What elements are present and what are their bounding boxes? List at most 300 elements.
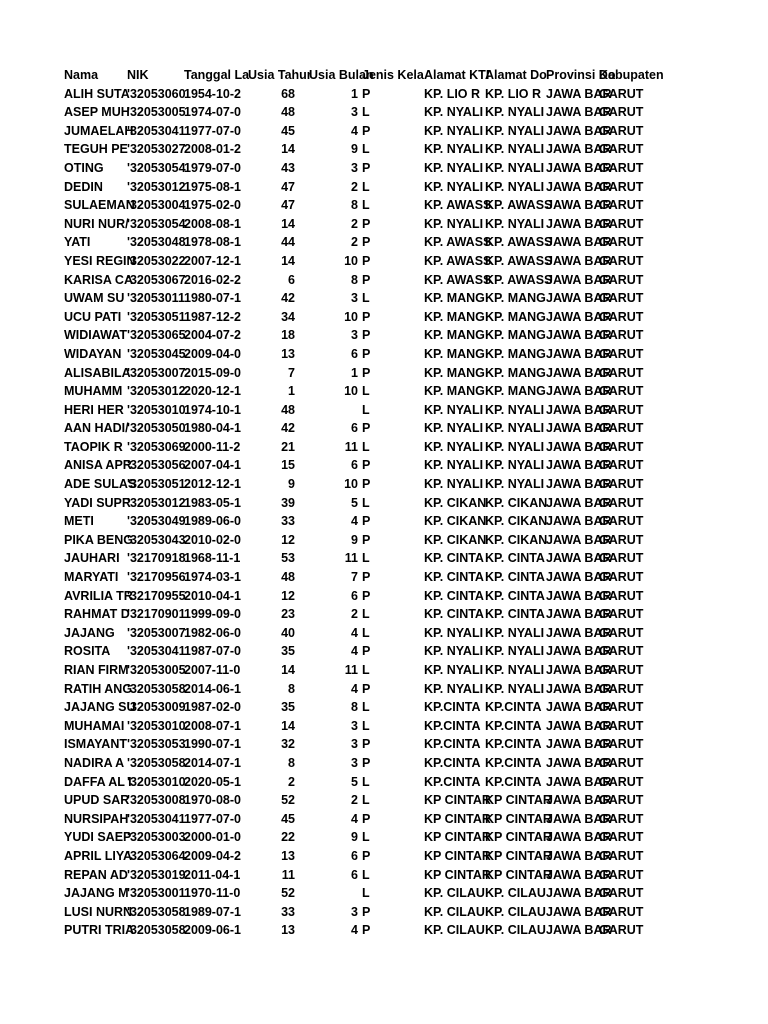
cell-jenis-kelamin[interactable]: L — [362, 625, 370, 640]
cell-alamat-ktp[interactable]: KP. NYALI — [424, 216, 484, 231]
cell-alamat-domisili[interactable]: KP CINTAR — [485, 848, 552, 863]
cell-kabupaten[interactable]: GARUT — [599, 384, 644, 399]
cell-nik[interactable]: '32053064 — [127, 848, 186, 863]
cell-tanggal-lahir[interactable]: 2020-05-1 — [184, 774, 241, 789]
cell-tanggal-lahir[interactable]: 2008-08-1 — [184, 216, 241, 231]
cell-jenis-kelamin[interactable]: P — [362, 514, 371, 529]
cell-nik[interactable]: '32170918 — [127, 551, 186, 566]
cell-provinsi[interactable]: JAWA BAR — [546, 160, 612, 175]
cell-provinsi[interactable]: JAWA BAR — [546, 439, 612, 454]
cell-kabupaten[interactable]: GARUT — [599, 402, 644, 417]
cell-kabupaten[interactable]: GARUT — [599, 309, 644, 324]
cell-jenis-kelamin[interactable]: L — [362, 179, 370, 194]
cell-kabupaten[interactable]: GARUT — [599, 439, 644, 454]
cell-alamat-domisili[interactable]: KP. LIO R — [485, 86, 542, 101]
cell-usia-tahun[interactable]: 7 — [288, 365, 295, 380]
cell-nama[interactable]: RATIH ANG — [64, 681, 133, 696]
cell-tanggal-lahir[interactable]: 2012-12-1 — [184, 477, 241, 492]
cell-nik[interactable]: '32170956 — [127, 570, 186, 585]
cell-provinsi[interactable]: JAWA BAR — [546, 588, 612, 603]
cell-kabupaten[interactable]: GARUT — [599, 867, 644, 882]
cell-provinsi[interactable]: JAWA BAR — [546, 142, 612, 157]
cell-usia-tahun[interactable]: 48 — [281, 105, 295, 120]
cell-tanggal-lahir[interactable]: 1989-06-0 — [184, 514, 241, 529]
cell-provinsi[interactable]: JAWA BAR — [546, 923, 612, 938]
cell-usia-tahun[interactable]: 14 — [281, 142, 295, 157]
cell-usia-tahun[interactable]: 34 — [281, 309, 295, 324]
cell-usia-bulan[interactable]: 3 — [351, 737, 358, 752]
cell-usia-tahun[interactable]: 42 — [281, 421, 295, 436]
cell-kabupaten[interactable]: GARUT — [599, 793, 644, 808]
header-jenis-kelamin[interactable]: Jenis Kela — [362, 68, 424, 82]
cell-jenis-kelamin[interactable]: P — [362, 811, 371, 826]
cell-usia-bulan[interactable]: 2 — [351, 216, 358, 231]
header-nama[interactable]: Nama — [64, 68, 99, 82]
cell-tanggal-lahir[interactable]: 1989-07-1 — [184, 904, 241, 919]
cell-jenis-kelamin[interactable]: L — [362, 142, 370, 157]
cell-usia-tahun[interactable]: 13 — [281, 346, 295, 361]
cell-alamat-domisili[interactable]: KP. CINTA — [485, 551, 545, 566]
cell-usia-bulan[interactable]: 7 — [351, 570, 358, 585]
cell-nik[interactable]: '32053051 — [127, 477, 186, 492]
cell-alamat-domisili[interactable]: KP. CINTA — [485, 607, 545, 622]
cell-jenis-kelamin[interactable]: L — [362, 718, 370, 733]
cell-kabupaten[interactable]: GARUT — [599, 198, 644, 213]
cell-nik[interactable]: '32053054 — [127, 160, 186, 175]
cell-nama[interactable]: REPAN AD — [64, 867, 128, 882]
cell-provinsi[interactable]: JAWA BAR — [546, 123, 612, 138]
cell-usia-tahun[interactable]: 18 — [281, 328, 295, 343]
cell-usia-tahun[interactable]: 35 — [281, 700, 295, 715]
cell-kabupaten[interactable]: GARUT — [599, 86, 644, 101]
cell-nik[interactable]: '32053010 — [127, 718, 186, 733]
cell-usia-tahun[interactable]: 33 — [281, 514, 295, 529]
cell-nama[interactable]: DEDIN — [64, 179, 103, 194]
cell-alamat-domisili[interactable]: KP. CILAU — [485, 904, 546, 919]
cell-tanggal-lahir[interactable]: 2009-04-2 — [184, 848, 241, 863]
cell-nik[interactable]: '32053012 — [127, 384, 186, 399]
cell-kabupaten[interactable]: GARUT — [599, 495, 644, 510]
cell-tanggal-lahir[interactable]: 1970-11-0 — [184, 886, 241, 901]
cell-nik[interactable]: '32053001 — [127, 886, 186, 901]
cell-kabupaten[interactable]: GARUT — [599, 551, 644, 566]
cell-provinsi[interactable]: JAWA BAR — [546, 551, 612, 566]
cell-usia-tahun[interactable]: 15 — [281, 458, 295, 473]
cell-kabupaten[interactable]: GARUT — [599, 105, 644, 120]
cell-nama[interactable]: WIDAYAN — [64, 346, 122, 361]
cell-nik[interactable]: '32053054 — [127, 216, 186, 231]
cell-jenis-kelamin[interactable]: L — [362, 700, 370, 715]
header-tanggal-lahir[interactable]: Tanggal La — [184, 68, 250, 82]
cell-nama[interactable]: OTING — [64, 160, 104, 175]
cell-provinsi[interactable]: JAWA BAR — [546, 365, 612, 380]
cell-usia-bulan[interactable]: 11 — [344, 439, 358, 454]
cell-usia-tahun[interactable]: 35 — [281, 644, 295, 659]
cell-nama[interactable]: PUTRI TRIA — [64, 923, 135, 938]
cell-usia-bulan[interactable]: 4 — [351, 625, 358, 640]
cell-usia-bulan[interactable]: 6 — [351, 867, 358, 882]
cell-kabupaten[interactable]: GARUT — [599, 123, 644, 138]
cell-kabupaten[interactable]: GARUT — [599, 718, 644, 733]
cell-kabupaten[interactable]: GARUT — [599, 253, 644, 268]
cell-alamat-domisili[interactable]: KP.CINTA — [485, 755, 542, 770]
cell-tanggal-lahir[interactable]: 2008-07-1 — [184, 718, 241, 733]
cell-nama[interactable]: METI — [64, 514, 94, 529]
cell-alamat-domisili[interactable]: KP. MANG — [485, 291, 546, 306]
cell-kabupaten[interactable]: GARUT — [599, 532, 644, 547]
cell-kabupaten[interactable]: GARUT — [599, 681, 644, 696]
cell-nama[interactable]: ROSITA — [64, 644, 111, 659]
cell-usia-tahun[interactable]: 44 — [281, 235, 295, 250]
cell-usia-bulan[interactable]: 8 — [351, 700, 358, 715]
cell-kabupaten[interactable]: GARUT — [599, 588, 644, 603]
cell-provinsi[interactable]: JAWA BAR — [546, 737, 612, 752]
cell-jenis-kelamin[interactable]: P — [362, 644, 371, 659]
cell-nik[interactable]: '32053069 — [127, 439, 186, 454]
cell-nama[interactable]: YUDI SAEP — [64, 830, 132, 845]
cell-usia-bulan[interactable]: 3 — [351, 904, 358, 919]
cell-nik[interactable]: '32053050 — [127, 421, 186, 436]
cell-usia-bulan[interactable]: 4 — [351, 923, 358, 938]
cell-alamat-domisili[interactable]: KP. MANG — [485, 328, 546, 343]
cell-tanggal-lahir[interactable]: 1978-08-1 — [184, 235, 241, 250]
cell-nama[interactable]: YATI — [64, 235, 91, 250]
cell-nama[interactable]: ANISA APR — [64, 458, 132, 473]
cell-usia-bulan[interactable]: 4 — [351, 514, 358, 529]
cell-alamat-ktp[interactable]: KP. MANG — [424, 384, 485, 399]
cell-jenis-kelamin[interactable]: P — [362, 421, 371, 436]
cell-alamat-ktp[interactable]: KP. LIO R — [424, 86, 481, 101]
cell-usia-tahun[interactable]: 12 — [281, 588, 295, 603]
cell-nik[interactable]: '32053058 — [127, 904, 186, 919]
cell-usia-bulan[interactable]: 6 — [351, 848, 358, 863]
cell-nama[interactable]: UCU PATI — [64, 309, 122, 324]
cell-alamat-ktp[interactable]: KP.CINTA — [424, 718, 481, 733]
cell-tanggal-lahir[interactable]: 2004-07-2 — [184, 328, 241, 343]
cell-kabupaten[interactable]: GARUT — [599, 923, 644, 938]
cell-usia-bulan[interactable]: 2 — [351, 235, 358, 250]
cell-provinsi[interactable]: JAWA BAR — [546, 179, 612, 194]
cell-jenis-kelamin[interactable]: L — [362, 551, 370, 566]
cell-provinsi[interactable]: JAWA BAR — [546, 904, 612, 919]
cell-alamat-ktp[interactable]: KP. CIKAN — [424, 532, 487, 547]
cell-alamat-ktp[interactable]: KP. CINTA — [424, 588, 484, 603]
cell-nama[interactable]: ALISABILA — [64, 365, 131, 380]
cell-nama[interactable]: UPUD SAR — [64, 793, 130, 808]
cell-alamat-ktp[interactable]: KP. NYALI — [424, 625, 484, 640]
cell-provinsi[interactable]: JAWA BAR — [546, 514, 612, 529]
cell-usia-bulan[interactable]: 2 — [351, 793, 358, 808]
cell-nik[interactable]: '32053022 — [127, 253, 186, 268]
cell-alamat-ktp[interactable]: KP. CIKAN — [424, 514, 487, 529]
header-alamat-domisili[interactable]: Alamat Do — [485, 68, 547, 82]
cell-usia-tahun[interactable]: 42 — [281, 291, 295, 306]
cell-provinsi[interactable]: JAWA BAR — [546, 309, 612, 324]
cell-provinsi[interactable]: JAWA BAR — [546, 625, 612, 640]
cell-alamat-ktp[interactable]: KP. NYALI — [424, 142, 484, 157]
cell-jenis-kelamin[interactable]: L — [362, 402, 370, 417]
cell-alamat-domisili[interactable]: KP.CINTA — [485, 774, 542, 789]
cell-alamat-ktp[interactable]: KP. AWASS — [424, 253, 492, 268]
cell-alamat-domisili[interactable]: KP. NYALI — [485, 681, 545, 696]
cell-alamat-domisili[interactable]: KP. NYALI — [485, 160, 545, 175]
cell-jenis-kelamin[interactable]: P — [362, 365, 371, 380]
cell-usia-bulan[interactable]: 2 — [351, 179, 358, 194]
cell-jenis-kelamin[interactable]: P — [362, 477, 371, 492]
cell-usia-tahun[interactable]: 11 — [281, 867, 295, 882]
cell-kabupaten[interactable]: GARUT — [599, 625, 644, 640]
cell-alamat-ktp[interactable]: KP. CINTA — [424, 607, 484, 622]
cell-nik[interactable]: '32053011 — [127, 291, 185, 306]
cell-alamat-ktp[interactable]: KP. AWASS — [424, 198, 492, 213]
cell-alamat-domisili[interactable]: KP. CILAU — [485, 923, 546, 938]
cell-usia-tahun[interactable]: 68 — [281, 86, 295, 101]
cell-tanggal-lahir[interactable]: 2020-12-1 — [184, 384, 241, 399]
cell-kabupaten[interactable]: GARUT — [599, 216, 644, 231]
cell-usia-bulan[interactable]: 4 — [351, 123, 358, 138]
cell-provinsi[interactable]: JAWA BAR — [546, 253, 612, 268]
cell-tanggal-lahir[interactable]: 1968-11-1 — [184, 551, 241, 566]
cell-provinsi[interactable]: JAWA BAR — [546, 663, 612, 677]
cell-tanggal-lahir[interactable]: 2015-09-0 — [184, 365, 241, 380]
cell-usia-tahun[interactable]: 21 — [281, 439, 295, 454]
cell-alamat-domisili[interactable]: KP. NYALI — [485, 439, 545, 454]
cell-alamat-domisili[interactable]: KP. NYALI — [485, 216, 545, 231]
cell-alamat-ktp[interactable]: KP. NYALI — [424, 458, 484, 473]
cell-nama[interactable]: TEGUH PE — [64, 142, 128, 157]
cell-usia-bulan[interactable]: 4 — [351, 644, 358, 659]
cell-tanggal-lahir[interactable]: 2007-04-1 — [184, 458, 241, 473]
cell-usia-tahun[interactable]: 12 — [281, 532, 295, 547]
cell-jenis-kelamin[interactable]: L — [362, 774, 370, 789]
cell-usia-bulan[interactable]: 4 — [351, 811, 358, 826]
cell-nama[interactable]: RIAN FIRM — [64, 663, 129, 677]
cell-usia-bulan[interactable]: 9 — [351, 532, 358, 547]
cell-nik[interactable]: '32053008 — [127, 793, 186, 808]
cell-provinsi[interactable]: JAWA BAR — [546, 774, 612, 789]
cell-usia-tahun[interactable]: 6 — [288, 272, 295, 287]
cell-alamat-ktp[interactable]: KP. NYALI — [424, 644, 484, 659]
cell-alamat-ktp[interactable]: KP. CINTA — [424, 570, 484, 585]
cell-alamat-ktp[interactable]: KP. MANG — [424, 291, 485, 306]
cell-nik[interactable]: '32170901 — [127, 607, 186, 622]
cell-kabupaten[interactable]: GARUT — [599, 142, 644, 157]
cell-nama[interactable]: NURSIPAH — [64, 811, 129, 826]
cell-provinsi[interactable]: JAWA BAR — [546, 458, 612, 473]
cell-kabupaten[interactable]: GARUT — [599, 663, 644, 677]
cell-usia-tahun[interactable]: 52 — [281, 886, 295, 901]
cell-usia-tahun[interactable]: 43 — [281, 160, 295, 175]
cell-usia-bulan[interactable]: 10 — [344, 309, 358, 324]
cell-usia-bulan[interactable]: 3 — [351, 755, 358, 770]
cell-jenis-kelamin[interactable]: P — [362, 904, 371, 919]
cell-nama[interactable]: JAJANG — [64, 625, 115, 640]
cell-alamat-domisili[interactable]: KP. NYALI — [485, 477, 545, 492]
cell-usia-bulan[interactable]: 6 — [351, 346, 358, 361]
cell-alamat-ktp[interactable]: KP.CINTA — [424, 755, 481, 770]
cell-kabupaten[interactable]: GARUT — [599, 737, 644, 752]
cell-tanggal-lahir[interactable]: 1999-09-0 — [184, 607, 241, 622]
cell-usia-bulan[interactable]: 10 — [344, 477, 358, 492]
cell-nik[interactable]: '32053019 — [127, 867, 186, 882]
cell-alamat-ktp[interactable]: KP. MANG — [424, 365, 485, 380]
cell-usia-bulan[interactable]: 3 — [351, 718, 358, 733]
cell-usia-tahun[interactable]: 48 — [281, 570, 295, 585]
cell-usia-tahun[interactable]: 14 — [281, 663, 295, 677]
cell-tanggal-lahir[interactable]: 2009-04-0 — [184, 346, 241, 361]
cell-usia-tahun[interactable]: 45 — [281, 811, 295, 826]
cell-alamat-ktp[interactable]: KP. CIKAN — [424, 495, 487, 510]
cell-nama[interactable]: SULAEMAN — [64, 198, 135, 213]
cell-tanggal-lahir[interactable]: 2000-11-2 — [184, 439, 241, 454]
cell-tanggal-lahir[interactable]: 1977-07-0 — [184, 123, 241, 138]
cell-tanggal-lahir[interactable]: 2007-12-1 — [184, 253, 241, 268]
cell-jenis-kelamin[interactable]: P — [362, 216, 371, 231]
cell-usia-tahun[interactable]: 14 — [281, 216, 295, 231]
cell-nik[interactable]: '32053049 — [127, 514, 186, 529]
cell-alamat-domisili[interactable]: KP. NYALI — [485, 123, 545, 138]
cell-usia-tahun[interactable]: 23 — [281, 607, 295, 622]
cell-alamat-ktp[interactable]: KP. NYALI — [424, 123, 484, 138]
cell-provinsi[interactable]: JAWA BAR — [546, 811, 612, 826]
cell-alamat-domisili[interactable]: KP. MANG — [485, 365, 546, 380]
cell-alamat-domisili[interactable]: KP. NYALI — [485, 105, 545, 120]
cell-usia-bulan[interactable]: 8 — [351, 198, 358, 213]
cell-alamat-ktp[interactable]: KP. NYALI — [424, 477, 484, 492]
cell-alamat-ktp[interactable]: KP. AWASS — [424, 235, 492, 250]
cell-jenis-kelamin[interactable]: L — [362, 439, 370, 454]
cell-nama[interactable]: HERI HER — [64, 402, 124, 417]
cell-alamat-ktp[interactable]: KP. CILAU — [424, 886, 485, 901]
cell-nama[interactable]: ADE SULAS — [64, 477, 137, 492]
cell-alamat-domisili[interactable]: KP. CINTA — [485, 570, 545, 585]
cell-tanggal-lahir[interactable]: 1987-07-0 — [184, 644, 241, 659]
header-provinsi[interactable]: Provinsi Do — [546, 68, 616, 82]
cell-provinsi[interactable]: JAWA BAR — [546, 532, 612, 547]
cell-usia-bulan[interactable] — [309, 884, 361, 903]
cell-alamat-ktp[interactable]: KP. NYALI — [424, 681, 484, 696]
cell-provinsi[interactable]: JAWA BAR — [546, 216, 612, 231]
cell-kabupaten[interactable]: GARUT — [599, 774, 644, 789]
cell-tanggal-lahir[interactable]: 2007-11-0 — [184, 663, 241, 677]
cell-alamat-ktp[interactable]: KP. CILAU — [424, 904, 485, 919]
cell-tanggal-lahir[interactable]: 1987-12-2 — [184, 309, 241, 324]
cell-provinsi[interactable]: JAWA BAR — [546, 793, 612, 808]
cell-alamat-domisili[interactable]: KP. NYALI — [485, 458, 545, 473]
cell-kabupaten[interactable]: GARUT — [599, 421, 644, 436]
cell-tanggal-lahir[interactable]: 1970-08-0 — [184, 793, 241, 808]
cell-alamat-domisili[interactable]: KP.CINTA — [485, 718, 542, 733]
cell-tanggal-lahir[interactable]: 2010-04-1 — [184, 588, 241, 603]
cell-nama[interactable]: NADIRA A — [64, 755, 125, 770]
cell-jenis-kelamin[interactable]: P — [362, 253, 371, 268]
cell-tanggal-lahir[interactable]: 1983-05-1 — [184, 495, 241, 510]
cell-provinsi[interactable]: JAWA BAR — [546, 105, 612, 120]
cell-nik[interactable]: '32053010 — [127, 774, 186, 789]
cell-alamat-domisili[interactable]: KP CINTAR — [485, 793, 552, 808]
cell-alamat-domisili[interactable]: KP. MANG — [485, 346, 546, 361]
cell-usia-tahun[interactable]: 14 — [281, 718, 295, 733]
cell-alamat-domisili[interactable]: KP CINTAR — [485, 830, 552, 845]
cell-provinsi[interactable]: JAWA BAR — [546, 886, 612, 901]
cell-usia-bulan[interactable]: 3 — [351, 291, 358, 306]
cell-nik[interactable]: '32053004 — [127, 198, 186, 213]
cell-tanggal-lahir[interactable]: 2014-06-1 — [184, 681, 241, 696]
cell-alamat-domisili[interactable]: KP. NYALI — [485, 179, 545, 194]
cell-usia-bulan[interactable]: 6 — [351, 588, 358, 603]
cell-provinsi[interactable]: JAWA BAR — [546, 718, 612, 733]
cell-kabupaten[interactable]: GARUT — [599, 644, 644, 659]
cell-usia-tahun[interactable]: 53 — [281, 551, 295, 566]
cell-jenis-kelamin[interactable]: P — [362, 309, 371, 324]
cell-nama[interactable]: JAUHARI — [64, 551, 120, 566]
cell-nama[interactable]: WIDIAWAT — [64, 328, 127, 343]
cell-alamat-ktp[interactable]: KP. NYALI — [424, 160, 484, 175]
cell-jenis-kelamin[interactable]: L — [362, 291, 370, 306]
cell-jenis-kelamin[interactable]: P — [362, 681, 371, 696]
cell-kabupaten[interactable]: GARUT — [599, 235, 644, 250]
cell-alamat-ktp[interactable]: KP. MANG — [424, 328, 485, 343]
cell-provinsi[interactable]: JAWA BAR — [546, 402, 612, 417]
cell-provinsi[interactable]: JAWA BAR — [546, 570, 612, 585]
cell-usia-tahun[interactable]: 33 — [281, 904, 295, 919]
cell-nama[interactable]: DAFFA AL I — [64, 774, 132, 789]
cell-usia-bulan[interactable]: 9 — [351, 830, 358, 845]
cell-alamat-ktp[interactable]: KP CINTAR — [424, 793, 491, 808]
cell-alamat-ktp[interactable]: KP CINTAR — [424, 811, 491, 826]
cell-usia-tahun[interactable]: 48 — [281, 402, 295, 417]
cell-alamat-ktp[interactable]: KP.CINTA — [424, 774, 481, 789]
cell-nama[interactable]: NURI NUR/ — [64, 216, 129, 231]
cell-jenis-kelamin[interactable]: L — [362, 867, 370, 882]
cell-alamat-domisili[interactable]: KP CINTAR — [485, 867, 552, 882]
cell-jenis-kelamin[interactable]: P — [362, 923, 371, 938]
cell-nama[interactable]: MUHAMM — [64, 384, 123, 399]
cell-nama[interactable]: YESI REGIN — [64, 253, 136, 268]
cell-nik[interactable]: '32053056 — [127, 458, 186, 473]
cell-nik[interactable]: '32053010 — [127, 402, 186, 417]
cell-usia-bulan[interactable]: 5 — [351, 495, 358, 510]
cell-usia-bulan[interactable]: 8 — [351, 272, 358, 287]
cell-kabupaten[interactable]: GARUT — [599, 160, 644, 175]
cell-nik[interactable]: '32053048 — [127, 235, 186, 250]
cell-alamat-domisili[interactable]: KP. CIKAN — [485, 532, 548, 547]
cell-nama[interactable]: JUMAELAH — [64, 123, 134, 138]
cell-alamat-domisili[interactable]: KP. NYALI — [485, 644, 545, 659]
cell-usia-bulan[interactable]: 2 — [351, 607, 358, 622]
cell-tanggal-lahir[interactable]: 1980-07-1 — [184, 291, 241, 306]
cell-alamat-ktp[interactable]: KP. MANG — [424, 346, 485, 361]
cell-nik[interactable]: '32053007 — [127, 625, 186, 640]
cell-tanggal-lahir[interactable]: 2016-02-2 — [184, 272, 241, 287]
cell-usia-bulan[interactable]: 3 — [351, 328, 358, 343]
cell-kabupaten[interactable]: GARUT — [599, 514, 644, 529]
cell-nik[interactable]: '32053041 — [127, 644, 186, 659]
cell-usia-tahun[interactable]: 1 — [288, 384, 295, 399]
cell-usia-tahun[interactable]: 13 — [281, 848, 295, 863]
cell-provinsi[interactable]: JAWA BAR — [546, 384, 612, 399]
header-nik[interactable]: NIK — [127, 68, 149, 82]
cell-nama[interactable]: ALIH SUTA — [64, 86, 130, 101]
cell-provinsi[interactable]: JAWA BAR — [546, 421, 612, 436]
cell-nik[interactable]: '32053041 — [127, 123, 186, 138]
cell-jenis-kelamin[interactable]: L — [362, 793, 370, 808]
cell-kabupaten[interactable]: GARUT — [599, 607, 644, 622]
cell-provinsi[interactable]: JAWA BAR — [546, 848, 612, 863]
cell-alamat-domisili[interactable]: KP. NYALI — [485, 625, 545, 640]
cell-jenis-kelamin[interactable]: P — [362, 848, 371, 863]
cell-nik[interactable]: '32053045 — [127, 346, 186, 361]
